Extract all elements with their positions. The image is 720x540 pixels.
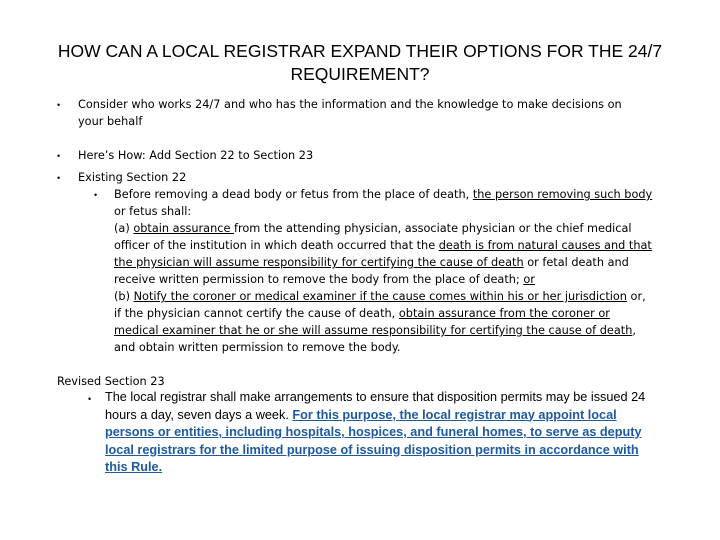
section-23-body: The local registrar shall make arrangements to ensure that disposition permits may be issued 24 hours a day, seven days a week. [105,390,646,422]
bullet-marker: • [57,173,61,183]
section-22-text-run: or fetus shall: [114,205,192,218]
section-22-underlined: death is from natural causes and that the physician will assume responsibility for certifying the cause of death [114,239,652,269]
bullet-item-existing-section-22: Existing Section 22 [78,171,187,184]
section-22-text [114,186,654,356]
revised-section-23-heading: Revised Section 23 [57,375,165,388]
bullet-item-consider: Consider who works 24/7 and who has the information and the knowledge to make decisions on your behalf [78,98,622,128]
section-22-text-run: , and obtain written permission to remove the body. [114,324,636,354]
bullet-marker: • [57,100,61,110]
sub-bullet-marker: • [88,394,92,404]
clause-a-label: (a) [114,222,134,235]
section-23-text [105,389,650,477]
section-22-text-run: or, if the physician cannot certify the cause of death, [114,290,646,320]
section-22-text-run: from the attending physician, associate physician or the chief medical officer of the institution in which death occurred that the [114,222,632,252]
section-22-text-run: or fetal death and receive written permission to remove the body from the place of death; [114,256,629,286]
section-22-underlined: or [523,273,535,286]
sub-bullet-marker: • [94,190,98,200]
section-22-underlined: Notify the coroner or medical examiner if the cause comes within his or her jurisdiction [133,290,627,303]
clause-b-label: (b) [114,290,134,303]
slide-title: HOW CAN A LOCAL REGISTRAR EXPAND THEIR OPTIONS FOR THE 24/7 REQUIREMENT? [57,41,663,84]
section-22-underlined: the person removing such body [472,188,653,201]
section-22-underlined: obtain assurance [133,222,235,235]
section-22-intro: Before removing a dead body or fetus from the place of death, [114,188,473,201]
section-23-highlight: For this purpose, the local registrar may appoint local persons or entities, including hospitals, hospices, and funeral homes, to serve as deputy local registrars for the limited purpose of issuing disposition permits in accordance with this Rule. [105,407,642,474]
section-22-underlined: obtain assurance from the coroner or medical examiner that he or she will assume responsibility for certifying the cause of death [114,307,633,337]
bullet-marker: • [57,151,61,161]
bullet-item-heres-how: Here’s How: Add Section 22 to Section 23 [78,149,314,162]
